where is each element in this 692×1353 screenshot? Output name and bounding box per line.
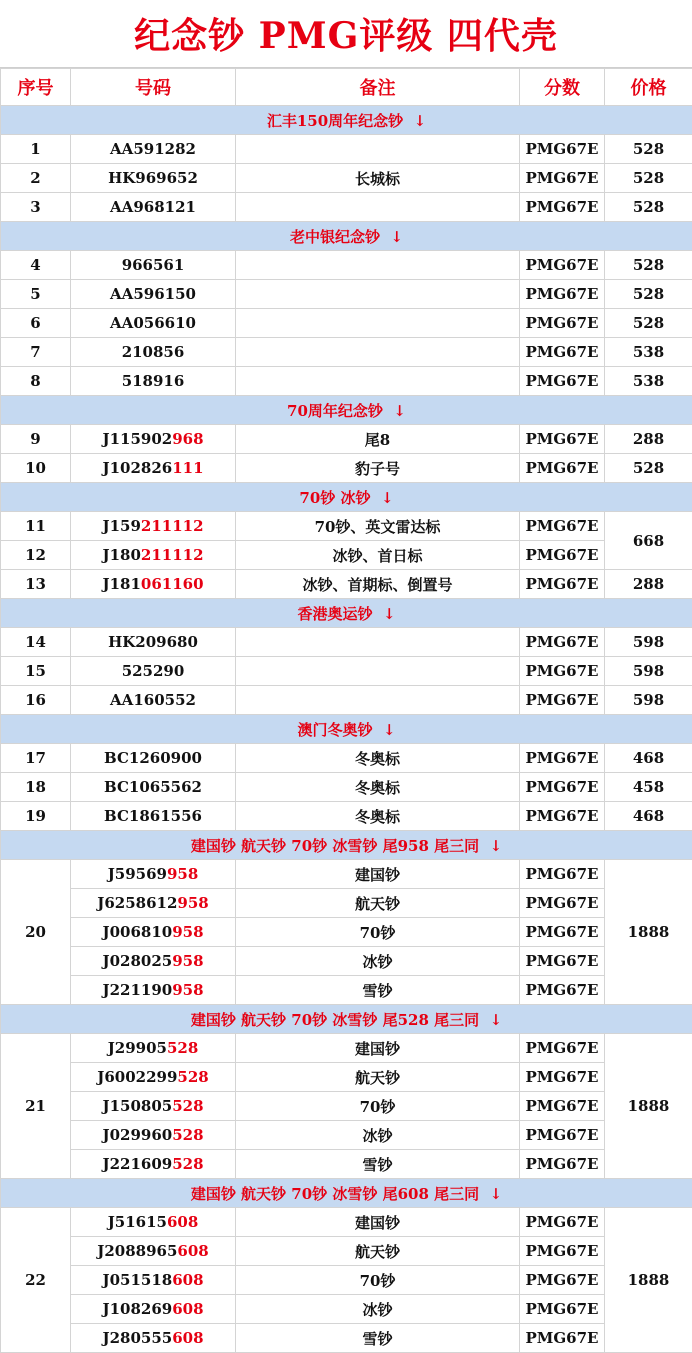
price-cell: 1888 (605, 860, 692, 1005)
price-cell: 1888 (605, 1034, 692, 1179)
serial-number (71, 744, 236, 773)
grade-cell: PMG67E (520, 309, 605, 338)
row-index: 7 (1, 338, 71, 367)
section-title (1, 222, 692, 251)
note-cell (236, 686, 520, 715)
grade-cell: PMG67E (520, 1237, 605, 1266)
table-row (1, 1034, 692, 1063)
serial-prefix: J51615 (107, 1213, 167, 1231)
serial-number (71, 976, 236, 1005)
note-cell: 豹子号 (236, 454, 520, 483)
serial-number (71, 454, 236, 483)
serial-highlight: 211112 (140, 517, 204, 535)
serial-number (71, 1266, 236, 1295)
serial-prefix: J006810 (102, 923, 173, 941)
serial-prefix: 966561 (121, 256, 185, 274)
section-row (1, 831, 692, 860)
note-cell (236, 251, 520, 280)
row-index: 15 (1, 657, 71, 686)
table-body (1, 106, 692, 1353)
serial-prefix: J159 (102, 517, 141, 535)
price-cell: 538 (605, 338, 692, 367)
note-cell: 冰钞、首日标 (236, 541, 520, 570)
section-label: 香港奥运钞 (297, 604, 373, 623)
price-cell: 528 (605, 309, 692, 338)
serial-prefix: J028025 (102, 952, 173, 970)
serial-prefix: J108269 (102, 1300, 173, 1318)
serial-highlight: 528 (172, 1097, 204, 1115)
serial-highlight: 958 (166, 865, 199, 883)
grade-cell: PMG67E (520, 454, 605, 483)
serial-highlight: 528 (177, 1068, 209, 1086)
serial-number (71, 425, 236, 454)
table-row (1, 773, 692, 802)
table-row (1, 657, 692, 686)
grade-cell: PMG67E (520, 1121, 605, 1150)
grade-cell: PMG67E (520, 425, 605, 454)
down-arrow-icon: ↓ (393, 401, 406, 420)
table-row (1, 802, 692, 831)
serial-prefix: J6258612 (97, 894, 178, 912)
price-cell: 668 (605, 512, 692, 570)
note-cell (236, 367, 520, 396)
note-cell: 冰钞 (236, 1121, 520, 1150)
serial-prefix: BC1861556 (104, 807, 202, 825)
serial-number (71, 1237, 236, 1266)
table-row (1, 1324, 692, 1353)
row-index: 20 (1, 860, 71, 1005)
down-arrow-icon: ↓ (413, 111, 427, 130)
serial-number (71, 251, 236, 280)
row-index: 10 (1, 454, 71, 483)
price-cell: 598 (605, 657, 692, 686)
price-cell: 598 (605, 686, 692, 715)
section-label: 建国钞 航天钞 70钞 冰雪钞 尾528 尾三同 (190, 1010, 480, 1029)
grade-cell: PMG67E (520, 512, 605, 541)
serial-number (71, 1121, 236, 1150)
grade-cell: PMG67E (520, 280, 605, 309)
table-row (1, 1266, 692, 1295)
table-row (1, 1208, 692, 1237)
serial-prefix: J150805 (102, 1097, 173, 1115)
grade-cell: PMG67E (520, 860, 605, 889)
note-cell: 冬奥标 (236, 802, 520, 831)
header-index: 序号 (1, 69, 71, 106)
grade-cell: PMG67E (520, 541, 605, 570)
serial-highlight: 608 (166, 1213, 199, 1231)
serial-prefix: J102826 (102, 459, 173, 477)
note-cell (236, 657, 520, 686)
table-row (1, 280, 692, 309)
header-serial: 号码 (71, 69, 236, 106)
note-cell: 建国钞 (236, 1208, 520, 1237)
note-cell: 冬奥标 (236, 773, 520, 802)
serial-number (71, 686, 236, 715)
serial-highlight: 061160 (140, 575, 204, 593)
table-row (1, 570, 692, 599)
section-row (1, 106, 692, 135)
price-cell: 598 (605, 628, 692, 657)
serial-highlight: 958 (172, 952, 204, 970)
header-row (1, 69, 692, 106)
grade-cell: PMG67E (520, 251, 605, 280)
row-index: 16 (1, 686, 71, 715)
serial-number (71, 1063, 236, 1092)
serial-number (71, 541, 236, 570)
serial-prefix: J280555 (102, 1329, 173, 1347)
table-row (1, 193, 692, 222)
serial-number (71, 947, 236, 976)
serial-number (71, 860, 236, 889)
serial-number (71, 918, 236, 947)
serial-highlight: 608 (177, 1242, 209, 1260)
row-index: 22 (1, 1208, 71, 1353)
serial-number (71, 1208, 236, 1237)
section-label: 70周年纪念钞 (287, 401, 383, 420)
table-row (1, 860, 692, 889)
section-title (1, 599, 692, 628)
serial-highlight: 968 (172, 430, 204, 448)
note-cell (236, 338, 520, 367)
row-index: 1 (1, 135, 71, 164)
grade-cell: PMG67E (520, 367, 605, 396)
serial-prefix: AA160552 (110, 691, 196, 709)
price-cell: 458 (605, 773, 692, 802)
section-label: 建国钞 航天钞 70钞 冰雪钞 尾608 尾三同 (190, 1184, 480, 1203)
note-cell: 长城标 (236, 164, 520, 193)
note-cell: 雪钞 (236, 1324, 520, 1353)
section-title (1, 396, 692, 425)
row-index: 4 (1, 251, 71, 280)
row-index: 18 (1, 773, 71, 802)
serial-prefix: AA968121 (110, 198, 196, 216)
grade-cell: PMG67E (520, 744, 605, 773)
section-title (1, 831, 692, 860)
section-title (1, 715, 692, 744)
serial-prefix: 518916 (121, 372, 185, 390)
note-cell: 建国钞 (236, 1034, 520, 1063)
note-cell (236, 135, 520, 164)
price-cell: 468 (605, 802, 692, 831)
note-cell (236, 193, 520, 222)
price-cell: 528 (605, 251, 692, 280)
down-arrow-icon: ↓ (390, 227, 404, 246)
down-arrow-icon: ↓ (489, 1010, 503, 1029)
grade-cell: PMG67E (520, 889, 605, 918)
grade-cell: PMG67E (520, 976, 605, 1005)
grade-cell: PMG67E (520, 1208, 605, 1237)
section-row (1, 599, 692, 628)
grade-cell: PMG67E (520, 164, 605, 193)
table-row (1, 1150, 692, 1179)
serial-number (71, 367, 236, 396)
section-label: 老中银纪念钞 (289, 227, 380, 246)
table-row (1, 1295, 692, 1324)
serial-number (71, 1324, 236, 1353)
table-row (1, 686, 692, 715)
note-cell: 航天钞 (236, 889, 520, 918)
down-arrow-icon: ↓ (382, 720, 396, 739)
grade-cell: PMG67E (520, 773, 605, 802)
row-index: 2 (1, 164, 71, 193)
down-arrow-icon: ↓ (489, 1184, 503, 1203)
section-row (1, 222, 692, 251)
note-cell (236, 628, 520, 657)
serial-highlight: 608 (172, 1300, 204, 1318)
row-index: 17 (1, 744, 71, 773)
serial-highlight: 528 (172, 1126, 204, 1144)
table-row (1, 454, 692, 483)
header-grade: 分数 (520, 69, 605, 106)
serial-prefix: BC1260900 (104, 749, 202, 767)
table-row (1, 135, 692, 164)
note-cell: 航天钞 (236, 1063, 520, 1092)
price-cell: 468 (605, 744, 692, 773)
table-row (1, 1063, 692, 1092)
table-row (1, 918, 692, 947)
table-row (1, 541, 692, 570)
row-index: 8 (1, 367, 71, 396)
note-cell: 70钞 (236, 918, 520, 947)
serial-number (71, 1092, 236, 1121)
serial-prefix: AA591282 (110, 140, 196, 158)
section-row (1, 715, 692, 744)
section-title (1, 1005, 692, 1034)
serial-prefix: 525290 (121, 662, 185, 680)
row-index: 6 (1, 309, 71, 338)
serial-number (71, 338, 236, 367)
note-cell: 70钞 (236, 1266, 520, 1295)
table-row (1, 512, 692, 541)
note-cell: 70钞 (236, 1092, 520, 1121)
price-cell: 528 (605, 454, 692, 483)
grade-cell: PMG67E (520, 1034, 605, 1063)
note-cell: 建国钞 (236, 860, 520, 889)
table-row (1, 1092, 692, 1121)
serial-highlight: 608 (172, 1271, 204, 1289)
note-cell: 尾8 (236, 425, 520, 454)
serial-prefix: J029960 (102, 1126, 173, 1144)
serial-number (71, 280, 236, 309)
serial-highlight: 528 (166, 1039, 199, 1057)
serial-number (71, 1150, 236, 1179)
row-index: 5 (1, 280, 71, 309)
section-label: 汇丰150周年纪念钞 (266, 111, 404, 130)
table-row (1, 889, 692, 918)
serial-prefix: AA596150 (110, 285, 196, 303)
section-title (1, 1179, 692, 1208)
table-row (1, 947, 692, 976)
serial-number (71, 773, 236, 802)
grade-cell: PMG67E (520, 947, 605, 976)
serial-number (71, 628, 236, 657)
serial-number (71, 193, 236, 222)
serial-prefix: J59569 (107, 865, 167, 883)
page-title: 纪念钞 PMG评级 四代壳 (0, 0, 692, 68)
note-cell: 70钞、英文雷达标 (236, 512, 520, 541)
serial-number (71, 135, 236, 164)
grade-cell: PMG67E (520, 1266, 605, 1295)
section-label: 70钞 冰钞 (299, 488, 371, 507)
table-row (1, 744, 692, 773)
note-cell: 冬奥标 (236, 744, 520, 773)
serial-number (71, 164, 236, 193)
table-row (1, 367, 692, 396)
section-title (1, 483, 692, 512)
section-row (1, 396, 692, 425)
serial-prefix: J051518 (102, 1271, 173, 1289)
serial-highlight: 211112 (140, 546, 204, 564)
grade-cell: PMG67E (520, 1324, 605, 1353)
table-row (1, 251, 692, 280)
grade-cell: PMG67E (520, 570, 605, 599)
grade-cell: PMG67E (520, 135, 605, 164)
serial-prefix: AA056610 (110, 314, 196, 332)
serial-number (71, 570, 236, 599)
serial-prefix: J6002299 (97, 1068, 178, 1086)
down-arrow-icon: ↓ (380, 488, 394, 507)
serial-prefix: HK209680 (108, 633, 198, 651)
grade-cell: PMG67E (520, 802, 605, 831)
note-cell: 雪钞 (236, 1150, 520, 1179)
serial-prefix: J180 (102, 546, 141, 564)
price-cell: 538 (605, 367, 692, 396)
grade-cell: PMG67E (520, 918, 605, 947)
down-arrow-icon: ↓ (382, 604, 396, 623)
note-cell (236, 280, 520, 309)
row-index: 12 (1, 541, 71, 570)
table-row (1, 1237, 692, 1266)
serial-number (71, 802, 236, 831)
row-index: 19 (1, 802, 71, 831)
grade-cell: PMG67E (520, 1063, 605, 1092)
grade-cell: PMG67E (520, 1092, 605, 1121)
serial-number (71, 1295, 236, 1324)
grade-cell: PMG67E (520, 1150, 605, 1179)
table-row (1, 425, 692, 454)
serial-prefix: BC1065562 (104, 778, 202, 796)
serial-prefix: 210856 (121, 343, 185, 361)
grade-cell: PMG67E (520, 628, 605, 657)
serial-prefix: J2088965 (97, 1242, 178, 1260)
table-row (1, 338, 692, 367)
price-cell: 288 (605, 570, 692, 599)
table-row (1, 628, 692, 657)
banknote-table (0, 68, 692, 1353)
table-row (1, 1121, 692, 1150)
serial-highlight: 608 (172, 1329, 204, 1347)
serial-prefix: J221190 (102, 981, 173, 999)
grade-cell: PMG67E (520, 1295, 605, 1324)
section-label: 澳门冬奥钞 (297, 720, 373, 739)
price-cell: 528 (605, 193, 692, 222)
table-row (1, 976, 692, 1005)
serial-highlight: 528 (172, 1155, 204, 1173)
serial-number (71, 657, 236, 686)
row-index: 14 (1, 628, 71, 657)
serial-prefix: J115902 (102, 430, 173, 448)
row-index: 3 (1, 193, 71, 222)
note-cell (236, 309, 520, 338)
serial-number (71, 512, 236, 541)
serial-highlight: 111 (172, 459, 204, 477)
serial-number (71, 889, 236, 918)
row-index: 9 (1, 425, 71, 454)
section-row (1, 1179, 692, 1208)
table-row (1, 309, 692, 338)
serial-number (71, 309, 236, 338)
grade-cell: PMG67E (520, 338, 605, 367)
note-cell: 航天钞 (236, 1237, 520, 1266)
price-cell: 528 (605, 135, 692, 164)
note-cell: 雪钞 (236, 976, 520, 1005)
serial-highlight: 958 (172, 923, 204, 941)
serial-highlight: 958 (177, 894, 209, 912)
serial-highlight: 958 (172, 981, 204, 999)
serial-number (71, 1034, 236, 1063)
serial-prefix: HK969652 (108, 169, 198, 187)
section-label: 建国钞 航天钞 70钞 冰雪钞 尾958 尾三同 (190, 836, 480, 855)
serial-prefix: J221609 (102, 1155, 173, 1173)
grade-cell: PMG67E (520, 193, 605, 222)
price-cell: 528 (605, 280, 692, 309)
row-index: 11 (1, 512, 71, 541)
grade-cell: PMG67E (520, 657, 605, 686)
header-price: 价格 (605, 69, 692, 106)
grade-cell: PMG67E (520, 686, 605, 715)
section-row (1, 483, 692, 512)
section-title (1, 106, 692, 135)
header-note: 备注 (236, 69, 520, 106)
serial-prefix: J29905 (107, 1039, 167, 1057)
note-cell: 冰钞、首期标、倒置号 (236, 570, 520, 599)
note-cell: 冰钞 (236, 947, 520, 976)
price-cell: 528 (605, 164, 692, 193)
note-cell: 冰钞 (236, 1295, 520, 1324)
serial-prefix: J181 (102, 575, 141, 593)
table-row (1, 164, 692, 193)
row-index: 21 (1, 1034, 71, 1179)
price-cell: 1888 (605, 1208, 692, 1353)
row-index: 13 (1, 570, 71, 599)
section-row (1, 1005, 692, 1034)
price-cell: 288 (605, 425, 692, 454)
down-arrow-icon: ↓ (489, 836, 503, 855)
